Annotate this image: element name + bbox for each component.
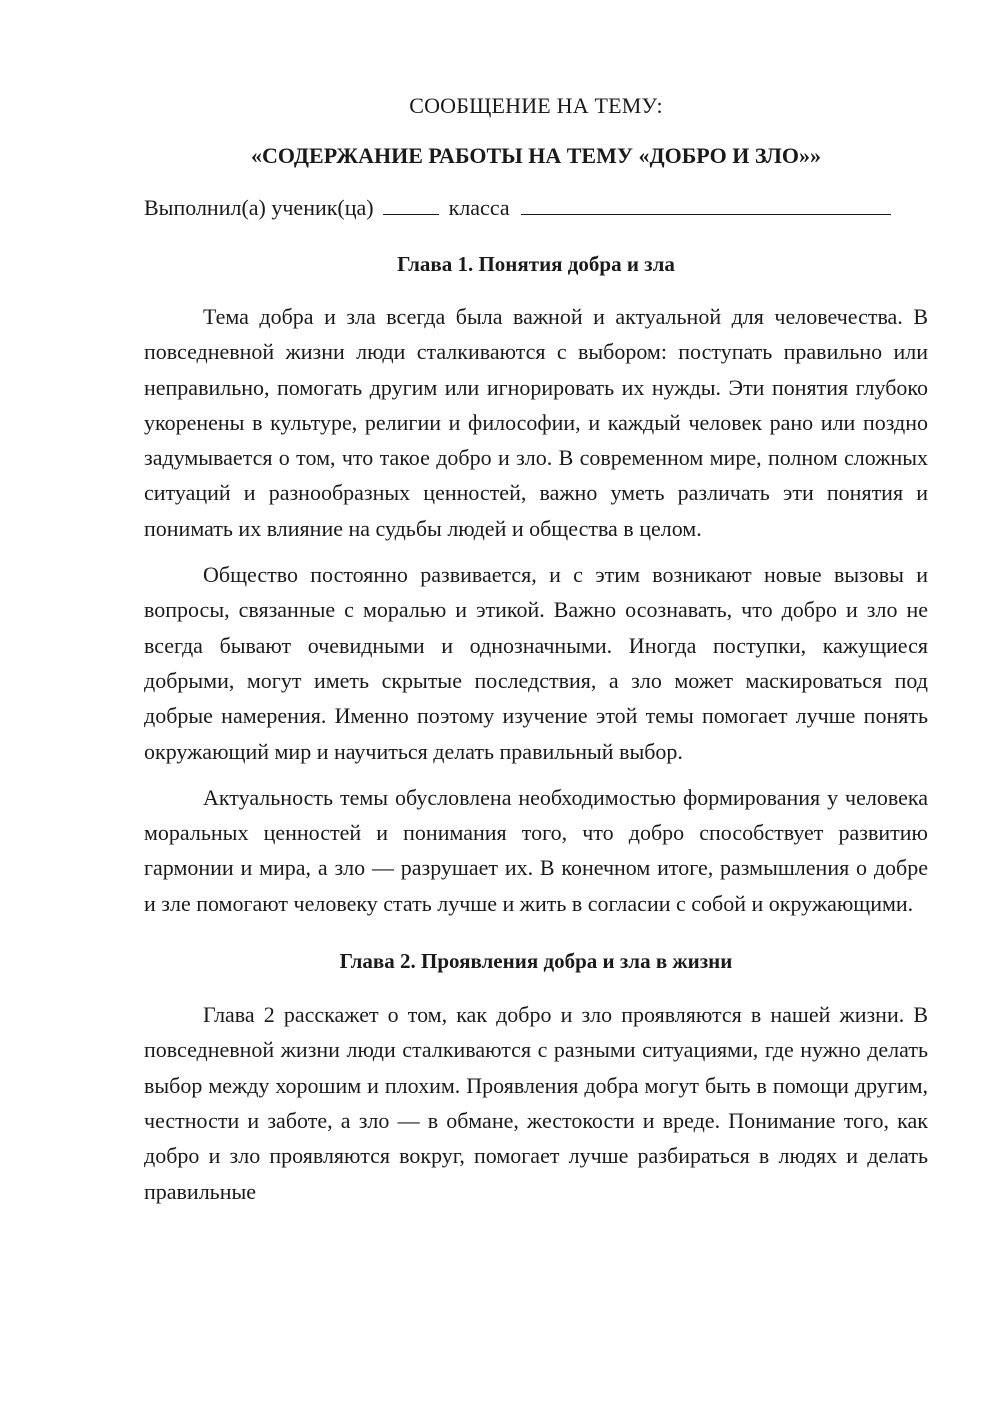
chapter-2-paragraph: Глава 2 расскажет о том, как добро и зло проявляются в нашей жизни. В повседневной жизни люди сталкиваются с разными ситуациями, где нужно делать выбор между хорошим и плохим. Проявления добра могут быть в помощи другим, честности и заботе, а зло — в обмане, жестокости и вреде. Понимание того, как добро и зло проявляются вокруг, помогает лучше разбираться в людях и делать правильные (144, 1002, 928, 1204)
chapter-1-heading: Глава 1. Понятия добра и зла (397, 252, 675, 276)
document-title: СООБЩЕНИЕ НА ТЕМУ: (409, 93, 663, 118)
chapter-1-paragraph: Актуальность темы обусловлена необходимостью формирования у человека моральных ценностей и понимания того, что добро способствует развитию гармонии и мира, а зло — разрушает их. В конечном итоге, размышления о добре и зле помогают человеку стать лучше и жить в согласии с собой и окружающими. (144, 784, 928, 916)
document-subtitle: «СОДЕРЖАНИЕ РАБОТЫ НА ТЕМУ «ДОБРО И ЗЛО»» (251, 143, 821, 168)
chapter-1-paragraph: Общество постоянно развивается, и с этим возникают новые вызовы и вопросы, связанные с моралью и этикой. Важно осознавать, что добро и зло не всегда бывают очевидными и однозначными. Иногда поступки, кажущиеся добрыми, могут иметь скрытые последствия, а зло может маскироваться под добрые намерения. Именно поэтому изучение этой темы помогает лучше понять окружающий мир и научиться делать правильный выбор. (144, 562, 928, 764)
author-label: Выполнил(а) ученик(ца) (144, 195, 374, 220)
class-number-blank (383, 196, 439, 215)
author-line (144, 194, 928, 222)
class-name-blank (521, 196, 891, 215)
chapter-1-paragraph: Тема добра и зла всегда была важной и актуальной для человечества. В повседневной жизни люди сталкиваются с выбором: поступать правильно или неправильно, помогать другим или игнорировать их нужды. Эти понятия глубоко укоренены в культуре, религии и философии, и каждый человек рано или поздно задумывается о том, что такое добро и зло. В современном мире, полном сложных ситуаций и разнообразных ценностей, важно уметь различать эти понятия и понимать их влияние на судьбы людей и общества в целом. (144, 304, 928, 541)
chapter-2-heading: Глава 2. Проявления добра и зла в жизни (339, 949, 733, 974)
class-label: класса (448, 195, 510, 220)
